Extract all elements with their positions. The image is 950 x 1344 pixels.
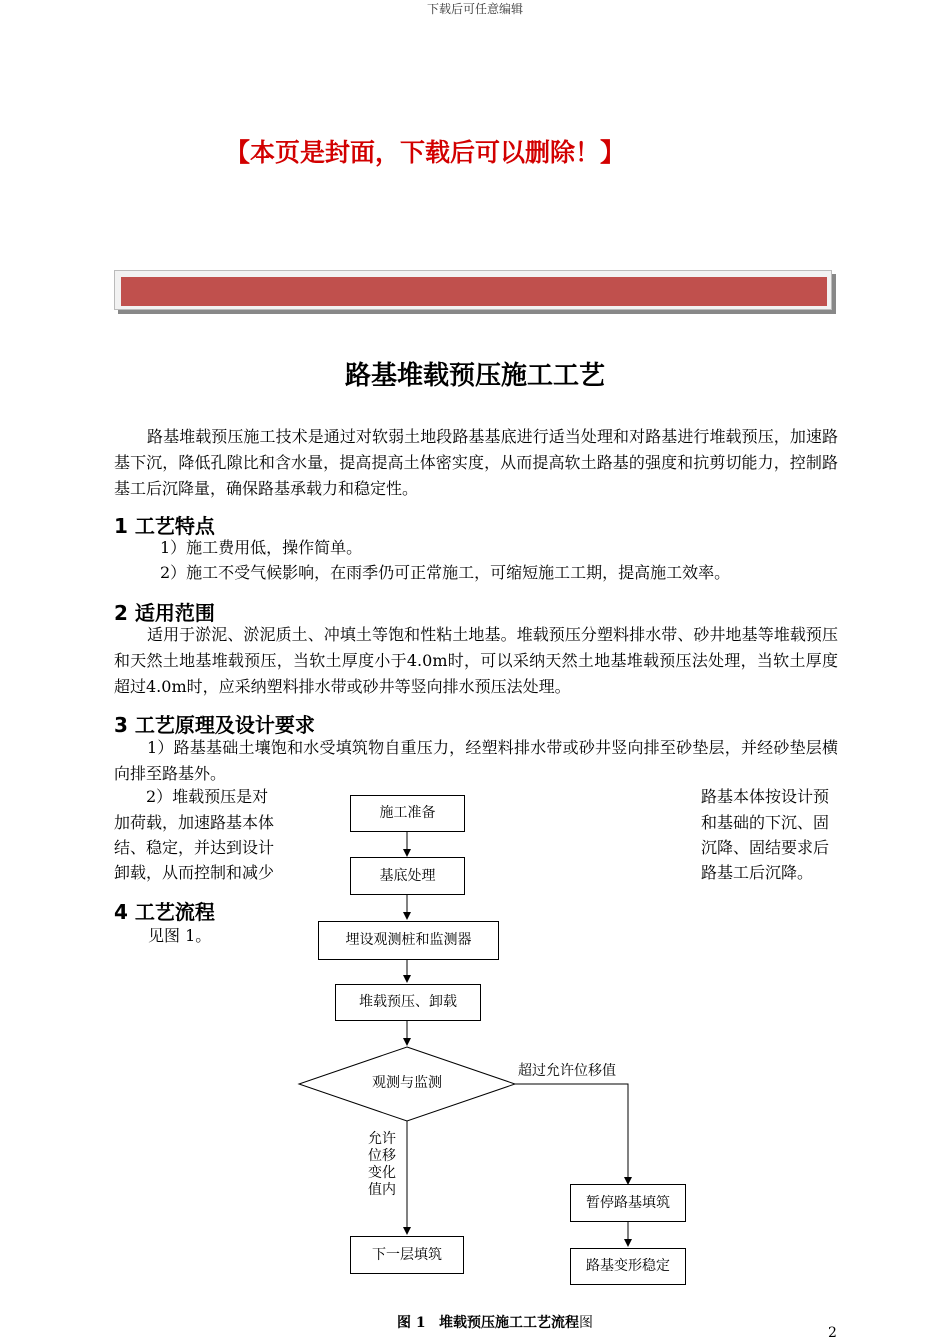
section-heading-2: 2 适用范围 [114, 601, 215, 625]
flow-step-install-monitors: 埋设观测桩和监测器 [318, 921, 499, 960]
figure-caption [0, 1312, 950, 1332]
flow-step-preparation: 施工准备 [350, 795, 465, 832]
section1-item-2: 2）施工不受气候影响，在雨季仍可正常施工，可缩短施工工期，提高施工效率。 [160, 563, 731, 582]
flow-branch-within-line: 值内 [368, 1182, 396, 1198]
flow-branch-exceed-label: 超过允许位移值 [518, 1063, 616, 1079]
flow-step-base-treatment: 基底处理 [350, 857, 465, 895]
figure-caption-title: 堆载预压施工工艺流程 [438, 1315, 579, 1331]
section3-item-1: 1）路基基础土壤饱和水受填筑物自重压力，经塑料排水带或砂井竖向排至砂垫层，并经砂垫层横向排至路基外。 [114, 738, 838, 783]
flow-branch-within-line: 位移 [368, 1148, 396, 1164]
cover-notice: 【本页是封面，下载后可以删除！】 [224, 138, 625, 167]
flow-branch-within-label [368, 1131, 398, 1199]
header-note: 下载后可任意编辑 [426, 2, 523, 16]
flow-decision-label: 观测与监测 [372, 1075, 442, 1091]
flow-step-deformation-stable: 路基变形稳定 [570, 1248, 686, 1285]
section3-item2-left-line: 结、稳定，并达到设计 [114, 838, 275, 857]
flow-branch-within-line: 变化 [368, 1165, 396, 1181]
flow-step-preload: 堆载预压、卸载 [335, 984, 481, 1021]
section3-item2-right-line: 沉降、固结要求后 [701, 838, 830, 857]
section2-body: 适用于淤泥、淤泥质土、冲填土等饱和性粘土地基。堆载预压分塑料排水带、砂井地基等堆载预压和天然土地基堆载预压，当软土厚度小于4.0m时，可以采纳天然土地基堆载预压法处理，当软土厚度超过4.0m时，应采纳塑料排水带或砂井等竖向排水预压法处理。 [114, 625, 838, 696]
section3-item2-right-line: 路基工后沉降。 [701, 863, 814, 882]
figure-caption-tail: 图 [578, 1315, 593, 1331]
section3-item2-left-line: 加荷载，加速路基本体 [114, 813, 275, 832]
section3-item2-left-line: 卸载，从而控制和减少 [114, 863, 275, 882]
flow-step-next-layer: 下一层填筑 [350, 1236, 464, 1274]
section-heading-1: 1 工艺特点 [114, 514, 215, 538]
section3-item2-left-line: 2）堆载预压是对 [146, 787, 269, 806]
flow-step-pause-filling: 暂停路基填筑 [570, 1184, 686, 1222]
intro-paragraph: 路基堆载预压施工技术是通过对软弱土地段路基基底进行适当处理和对路基进行堆载预压，加速路基下沉，降低孔隙比和含水量，提高提高土体密实度，从而提高软土路基的强度和抗剪切能力，控制路基工后沉降量，确保路基承载力和稳定性。 [114, 427, 838, 498]
figure-caption-label: 图 1 [397, 1315, 426, 1331]
section4-body: 见图 1。 [148, 926, 212, 945]
document-title: 路基堆载预压施工工艺 [344, 361, 605, 391]
section3-item2-right-line: 路基本体按设计预 [701, 787, 830, 806]
arrow-decision-pause [515, 1084, 628, 1184]
section-heading-4: 4 工艺流程 [114, 900, 215, 924]
page-number: 2 [828, 1325, 837, 1341]
section3-item2-right-line: 和基础的下沉、固 [701, 813, 830, 832]
flow-branch-within-line: 允许 [368, 1131, 396, 1147]
section-heading-3: 3 工艺原理及设计要求 [114, 713, 315, 737]
section1-item-1: 1）施工费用低，操作简单。 [160, 538, 363, 557]
